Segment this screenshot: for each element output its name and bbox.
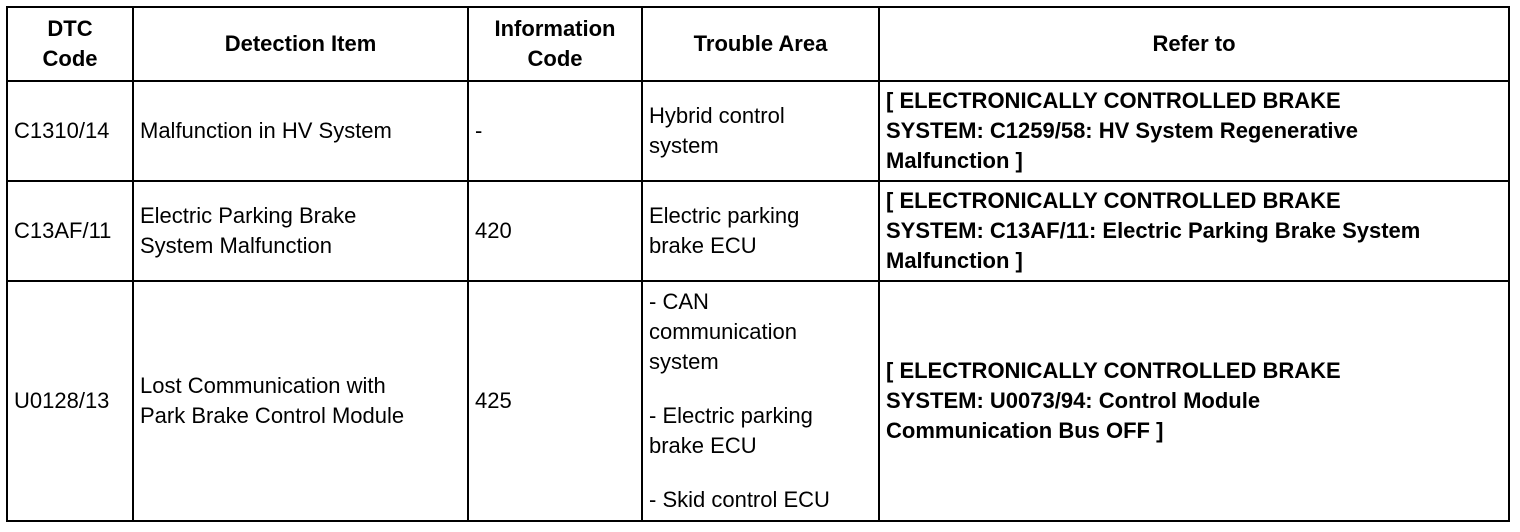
dtc-code-cell: U0128/13 [7, 281, 133, 521]
dtc-table [6, 6, 1510, 522]
table-row [7, 281, 1509, 521]
header-trouble-area: Trouble Area [642, 7, 879, 81]
table-header-row [7, 7, 1509, 81]
information-code-cell: - [468, 81, 642, 181]
dtc-code-cell: C13AF/11 [7, 181, 133, 281]
table-row [7, 181, 1509, 281]
header-refer-to: Refer to [879, 7, 1509, 81]
header-information-code: Information Code [468, 7, 642, 81]
refer-to-link[interactable]: [ ELECTRONICALLY CONTROLLED BRAKE SYSTEM: C1259/58: HV System Regenerative Malfunction ] [879, 81, 1509, 181]
information-code-cell: 425 [468, 281, 642, 521]
refer-to-link[interactable]: [ ELECTRONICALLY CONTROLLED BRAKE SYSTEM: C13AF/11: Electric Parking Brake System Malfunction ] [879, 181, 1509, 281]
header-detection-item: Detection Item [133, 7, 468, 81]
trouble-area-cell: Hybrid control system [642, 81, 879, 181]
trouble-area-cell: Electric parking brake ECU [642, 181, 879, 281]
spacer [649, 461, 872, 485]
dtc-code-cell: C1310/14 [7, 81, 133, 181]
detection-item-cell: Electric Parking Brake System Malfunction [133, 181, 468, 281]
refer-to-link[interactable]: [ ELECTRONICALLY CONTROLLED BRAKE SYSTEM: U0073/94: Control Module Communication Bus OFF ] [879, 281, 1509, 521]
header-dtc-code: DTC Code [7, 7, 133, 81]
information-code-cell: 420 [468, 181, 642, 281]
spacer [649, 377, 872, 401]
detection-item-cell: Lost Communication with Park Brake Control Module [133, 281, 468, 521]
trouble-area-cell: - CAN communication system - Electric parking brake ECU - Skid control ECU [642, 281, 879, 521]
detection-item-cell: Malfunction in HV System [133, 81, 468, 181]
table-row [7, 81, 1509, 181]
